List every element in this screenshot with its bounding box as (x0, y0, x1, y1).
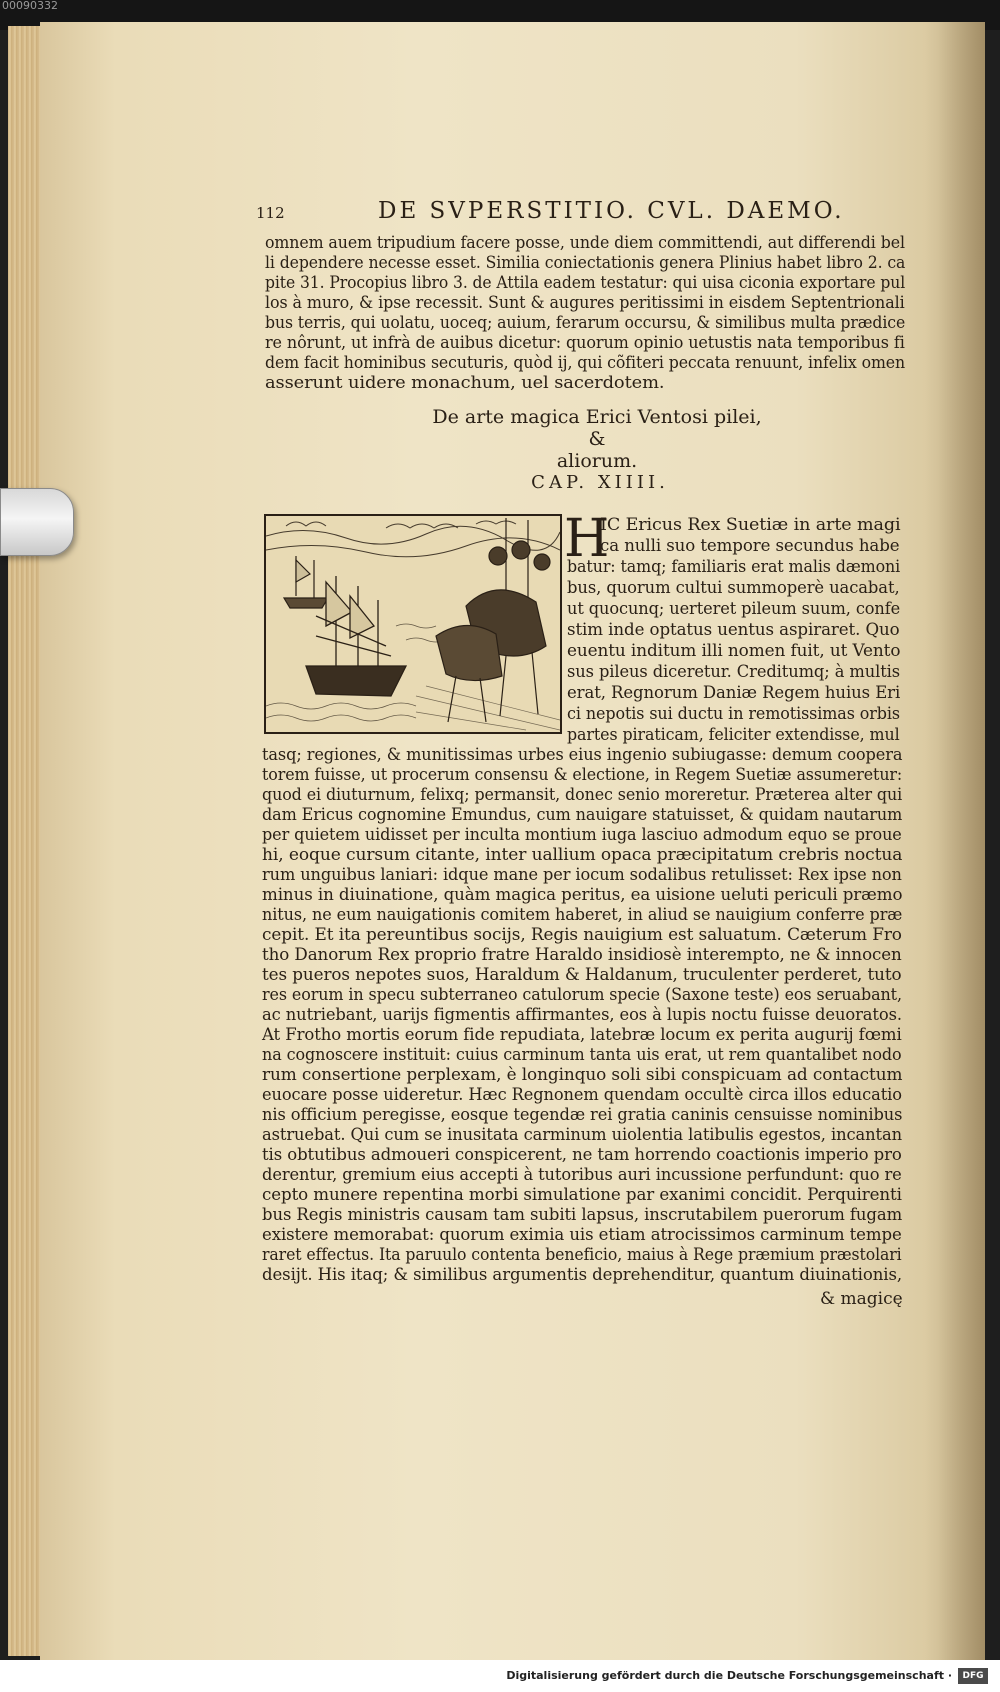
text-line: derentur, gremium eius accepti à tutoribus auri incussione perfundunt: quo re (262, 1165, 902, 1185)
drop-cap: H (564, 509, 610, 569)
page-clip (0, 488, 74, 556)
chapter-title-line: De arte magica Erici Ventosi pilei, & (432, 406, 762, 450)
text-line: torem fuisse, ut procerum consensu & electione, in Regem Suetiæ assumeretur: (262, 765, 903, 785)
text-line: bus Regis ministris causam tam subiti lapsus, inscrutabilem puerorum fugam (262, 1205, 903, 1225)
woodcut-image (266, 516, 560, 732)
text-line: raret effectus. Ita paruulo contenta beneficio, maius à Rege præmium præstolari (262, 1245, 902, 1265)
text-line: dam Ericus cognomine Emundus, cum nauigare statuisset, & quidam nautarum (262, 805, 903, 825)
text-line: ci nepotis sui ductu in remotissimas orbis (567, 704, 901, 724)
book-page-edges (8, 26, 40, 1656)
chapter-number: CAP. XIIII. (531, 472, 669, 493)
text-line: na cognoscere instituit: cuius carminum tanta uis erat, ut rem quantalibet nodo (262, 1045, 902, 1065)
dfg-logo: DFG (958, 1668, 988, 1684)
text-line: quod ei diuturnum, felixq; permansit, donec senio moreretur. Præterea alter qui (262, 785, 903, 805)
text-line: partes piraticam, feliciter extendisse, mul (567, 725, 900, 745)
text-line: tasq; regiones, & munitissimas urbes eius ingenio subiugasse: demum coopera (262, 745, 903, 765)
text-line: tis obtutibus admoueri conspicerent, ne tam horrendo coactionis imperio pro (262, 1145, 902, 1165)
text-line: asserunt uidere monachum, uel sacerdotem. (265, 373, 665, 393)
text-line: minus in diuinatione, quàm magica peritus, ea uisione ueluti periculi præmo (262, 885, 903, 905)
text-line: euentu inditum illi nomen fuit, ut Vento (567, 641, 901, 661)
text-line: IC Ericus Rex Suetiæ in arte magi (600, 515, 901, 535)
text-line: ac nutriebant, uarijs figmentis affirmantes, eos à lupis noctu fuisse deuoratos. (262, 1005, 902, 1025)
running-head: DE SVPERSTITIO. CVL. DAEMO. (378, 198, 845, 224)
text-line: ca nulli suo tempore secundus habe (600, 536, 900, 556)
text-line: bus, quorum cultui summoperè uacabat, (567, 578, 900, 598)
text-line: re nôrunt, ut infrà de auibus dicetur: quorum opinio uetustis nata temporibus fi (265, 333, 905, 353)
text-line: omnem auem tripudium facere posse, unde diem committendi, aut differendi bel (265, 233, 905, 253)
text-line: res eorum in specu subterraneo catulorum specie (Saxone teste) eos seruabant, (262, 985, 902, 1005)
page-gutter-shadow (925, 22, 985, 1660)
woodcut-illustration (264, 514, 562, 734)
text-line: los à muro, & ipse recessit. Sunt & augures peritissimi in eisdem Septentrionali (265, 293, 905, 313)
text-line: nis officium peregisse, eosque tegendæ rei gratia caninis censuisse nominibus (262, 1105, 903, 1125)
text-line: euocare posse uideretur. Hæc Regnonem quendam occultè circa illos educatio (262, 1085, 902, 1105)
text-line: cepto munere repentina morbi simulatione par exanimi concidit. Perquirenti (262, 1185, 902, 1205)
text-line: cepit. Et ita pereuntibus socijs, Regis nauigium est saluatum. Cæterum Fro (262, 925, 902, 945)
text-line: rum unguibus laniari: idque mane per iocum sodalibus retulisset: Rex ipse non (262, 865, 902, 885)
text-line: bus terris, qui uolatu, uoceq; auium, ferarum occursu, & similibus multa prædice (265, 313, 906, 333)
footer-bar (0, 1660, 1000, 1692)
text-line: stim inde optatus uentus aspiraret. Quo (567, 620, 900, 640)
text-line: tes pueros nepotes suos, Haraldum & Haldanum, truculenter perderet, tuto (262, 965, 902, 985)
text-line: sus pileus diceretur. Creditumq; à multis (567, 662, 900, 682)
text-line: rum consertione perplexam, è longinquo soli sibi conspicuam ad contactum (262, 1065, 903, 1085)
text-line: At Frotho mortis eorum fide repudiata, latebræ locum ex perita augurij fœmi (262, 1025, 902, 1045)
text-line: li dependere necesse esset. Similia coniectationis genera Plinius habet libro 2. ca (265, 253, 906, 273)
chapter-title (432, 406, 762, 472)
text-line: astruebat. Qui cum se inusitata carminum uiolentia latibulis egestos, incantan (262, 1125, 902, 1145)
text-line: erat, Regnorum Daniæ Regem huius Eri (567, 683, 901, 703)
text-line: batur: tamq; familiaris erat malis dæmoni (567, 557, 901, 577)
catalog-id: 00090332 (2, 0, 58, 12)
catchword: & magicę (820, 1289, 903, 1309)
text-line: existere memorabat: quorum eximia uis etiam atrocissimos carminum tempe (262, 1225, 902, 1245)
text-line: pite 31. Procopius libro 3. de Attila eadem testatur: qui uisa ciconia exportare pul (265, 273, 906, 293)
text-line: per quietem uidisset per inculta montium iuga lasciuo admodum equo se proue (262, 825, 902, 845)
text-line: hi, eoque cursum citante, inter uallium opaca præcipitatum crebris noctua (262, 845, 903, 865)
funding-credit: Digitalisierung gefördert durch die Deutsche Forschungsgemeinschaft · (506, 1669, 952, 1682)
text-line: tho Danorum Rex proprio fratre Haraldo insidiosè interempto, ne & innocen (262, 945, 902, 965)
text-line: ut quocunq; uerteret pileum suum, confe (567, 599, 901, 619)
page-number: 112 (256, 204, 285, 222)
text-line: nitus, ne eum nauigationis comitem haberet, in aliud se nauigium conferre præ (262, 905, 903, 925)
text-line: desijt. His itaq; & similibus argumentis deprehenditur, quantum diuinationis, (262, 1265, 902, 1285)
chapter-title-line: aliorum. (556, 450, 638, 472)
text-line: dem facit hominibus secuturis, quòd ij, qui cõfiteri peccata renuunt, infelix omen (265, 353, 906, 373)
